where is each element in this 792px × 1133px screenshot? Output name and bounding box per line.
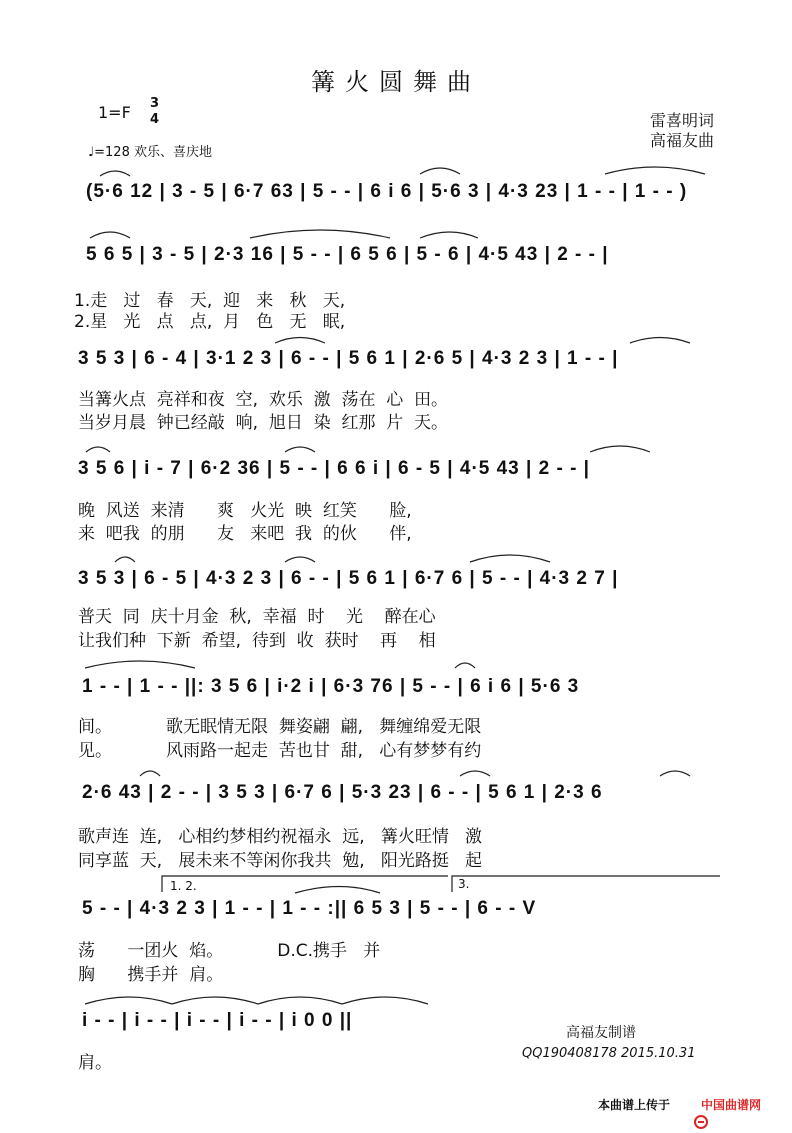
lyric-line-1-verse-1: 1.走 过 春 天, 迎 来 秋 天, bbox=[74, 291, 346, 311]
lyric-line-7-verse-1: 荡 一团火 焰。 D.C.携手 并 bbox=[78, 941, 381, 961]
site-brand: 中国曲谱网 bbox=[701, 1098, 762, 1112]
page-title: 篝火圆舞曲 bbox=[311, 68, 481, 96]
volta-3: 3. bbox=[458, 877, 470, 891]
score-line-4: 3 5 3 | 6 - 5 | 4·3 2 3 | 6 - - | 5 6 1 | 6·7 6 | 5 - - | 4·3 2 7 | bbox=[78, 568, 619, 589]
lyric-line-6-verse-2: 同享蓝 天, 展未来不等闲你我共 勉, 阳光路挺 起 bbox=[78, 851, 483, 871]
score-line-7: 5 - - | 4·3 2 3 | 1 - - | 1 - - :|| 6 5 3 | 5 - - | 6 - - V bbox=[82, 898, 537, 919]
upload-note: 本曲谱上传于 bbox=[598, 1098, 671, 1112]
lyric-line-2-verse-1: 当篝火点 亮祥和夜 空, 欢乐 激 荡在 心 田。 bbox=[78, 390, 449, 410]
score-line-0: (5·6 12 | 3 - 5 | 6·7 63 | 5 - - | 6 i 6 | 5·6 3 | 4·3 23 | 1 - - | 1 - - ) bbox=[86, 181, 688, 202]
volta-1-2: 1. 2. bbox=[170, 879, 197, 893]
lyric-line-5-verse-2: 见。 风雨路一起走 苦也甘 甜, 心有梦梦有约 bbox=[78, 741, 482, 761]
lyric-line-8: 肩。 bbox=[78, 1053, 112, 1073]
lyric-line-3-verse-2: 来 吧我 的朋 友 来吧 我 的伙 伴, bbox=[78, 524, 412, 544]
lyric-line-4-verse-1: 普天 同 庆十月金 秋, 幸福 时 光 醉在心 bbox=[78, 607, 436, 627]
lyric-line-7-verse-2: 胸 携手并 肩。 bbox=[78, 965, 224, 985]
score-line-5: 1 - - | 1 - - ||: 3 5 6 | i·2 i | 6·3 76 | 5 - - | 6 i 6 | 5·6 3 bbox=[82, 676, 580, 697]
lyric-line-2-verse-2: 当岁月晨 钟已经敲 响, 旭日 染 红那 片 天。 bbox=[78, 413, 449, 433]
composer-credit: 高福友曲 bbox=[649, 131, 714, 150]
lyric-line-1-verse-2: 2.星 光 点 点, 月 色 无 眠, bbox=[74, 312, 346, 332]
lyric-line-4-verse-2: 让我们种 下新 希望, 待到 收 获时 再 相 bbox=[78, 631, 436, 651]
score-line-1: 5 6 5 | 3 - 5 | 2·3 16 | 5 - - | 6 5 6 | 5 - 6 | 4·5 43 | 2 - - | bbox=[86, 244, 609, 265]
tempo-marking: ♩=128 欢乐、喜庆地 bbox=[88, 145, 212, 160]
lyric-line-5-verse-1: 间。 歌无眠情无限 舞姿翩 翩, 舞缠绵爱无限 bbox=[78, 717, 482, 737]
key-signature: 1=F bbox=[98, 103, 131, 122]
lyricist-credit: 雷喜明词 bbox=[649, 111, 714, 130]
time-signature-denominator: 4 bbox=[150, 112, 160, 127]
transcriber-id-date: QQ190408178 2015.10.31 bbox=[522, 1046, 696, 1061]
score-line-3: 3 5 6 | i - 7 | 6·2 36 | 5 - - | 6 6 i | 6 - 5 | 4·5 43 | 2 - - | bbox=[78, 458, 590, 479]
score-line-8: i - - | i - - | i - - | i - - | i 0 0 || bbox=[82, 1010, 353, 1031]
lyric-line-6-verse-1: 歌声连 连, 心相约梦相约祝福永 远, 篝火旺情 激 bbox=[78, 827, 483, 847]
score-line-6: 2·6 43 | 2 - - | 3 5 3 | 6·7 6 | 5·3 23 | 6 - - | 5 6 1 | 2·3 6 bbox=[82, 782, 603, 803]
transcriber-credit: 高福友制谱 bbox=[566, 1025, 636, 1041]
score-line-2: 3 5 3 | 6 - 4 | 3·1 2 3 | 6 - - | 5 6 1 | 2·6 5 | 4·3 2 3 | 1 - - | bbox=[78, 348, 619, 369]
lyric-line-3-verse-1: 晚 风送 来清 爽 火光 映 红笑 脸, bbox=[78, 501, 412, 521]
time-signature-numerator: 3 bbox=[150, 96, 160, 111]
